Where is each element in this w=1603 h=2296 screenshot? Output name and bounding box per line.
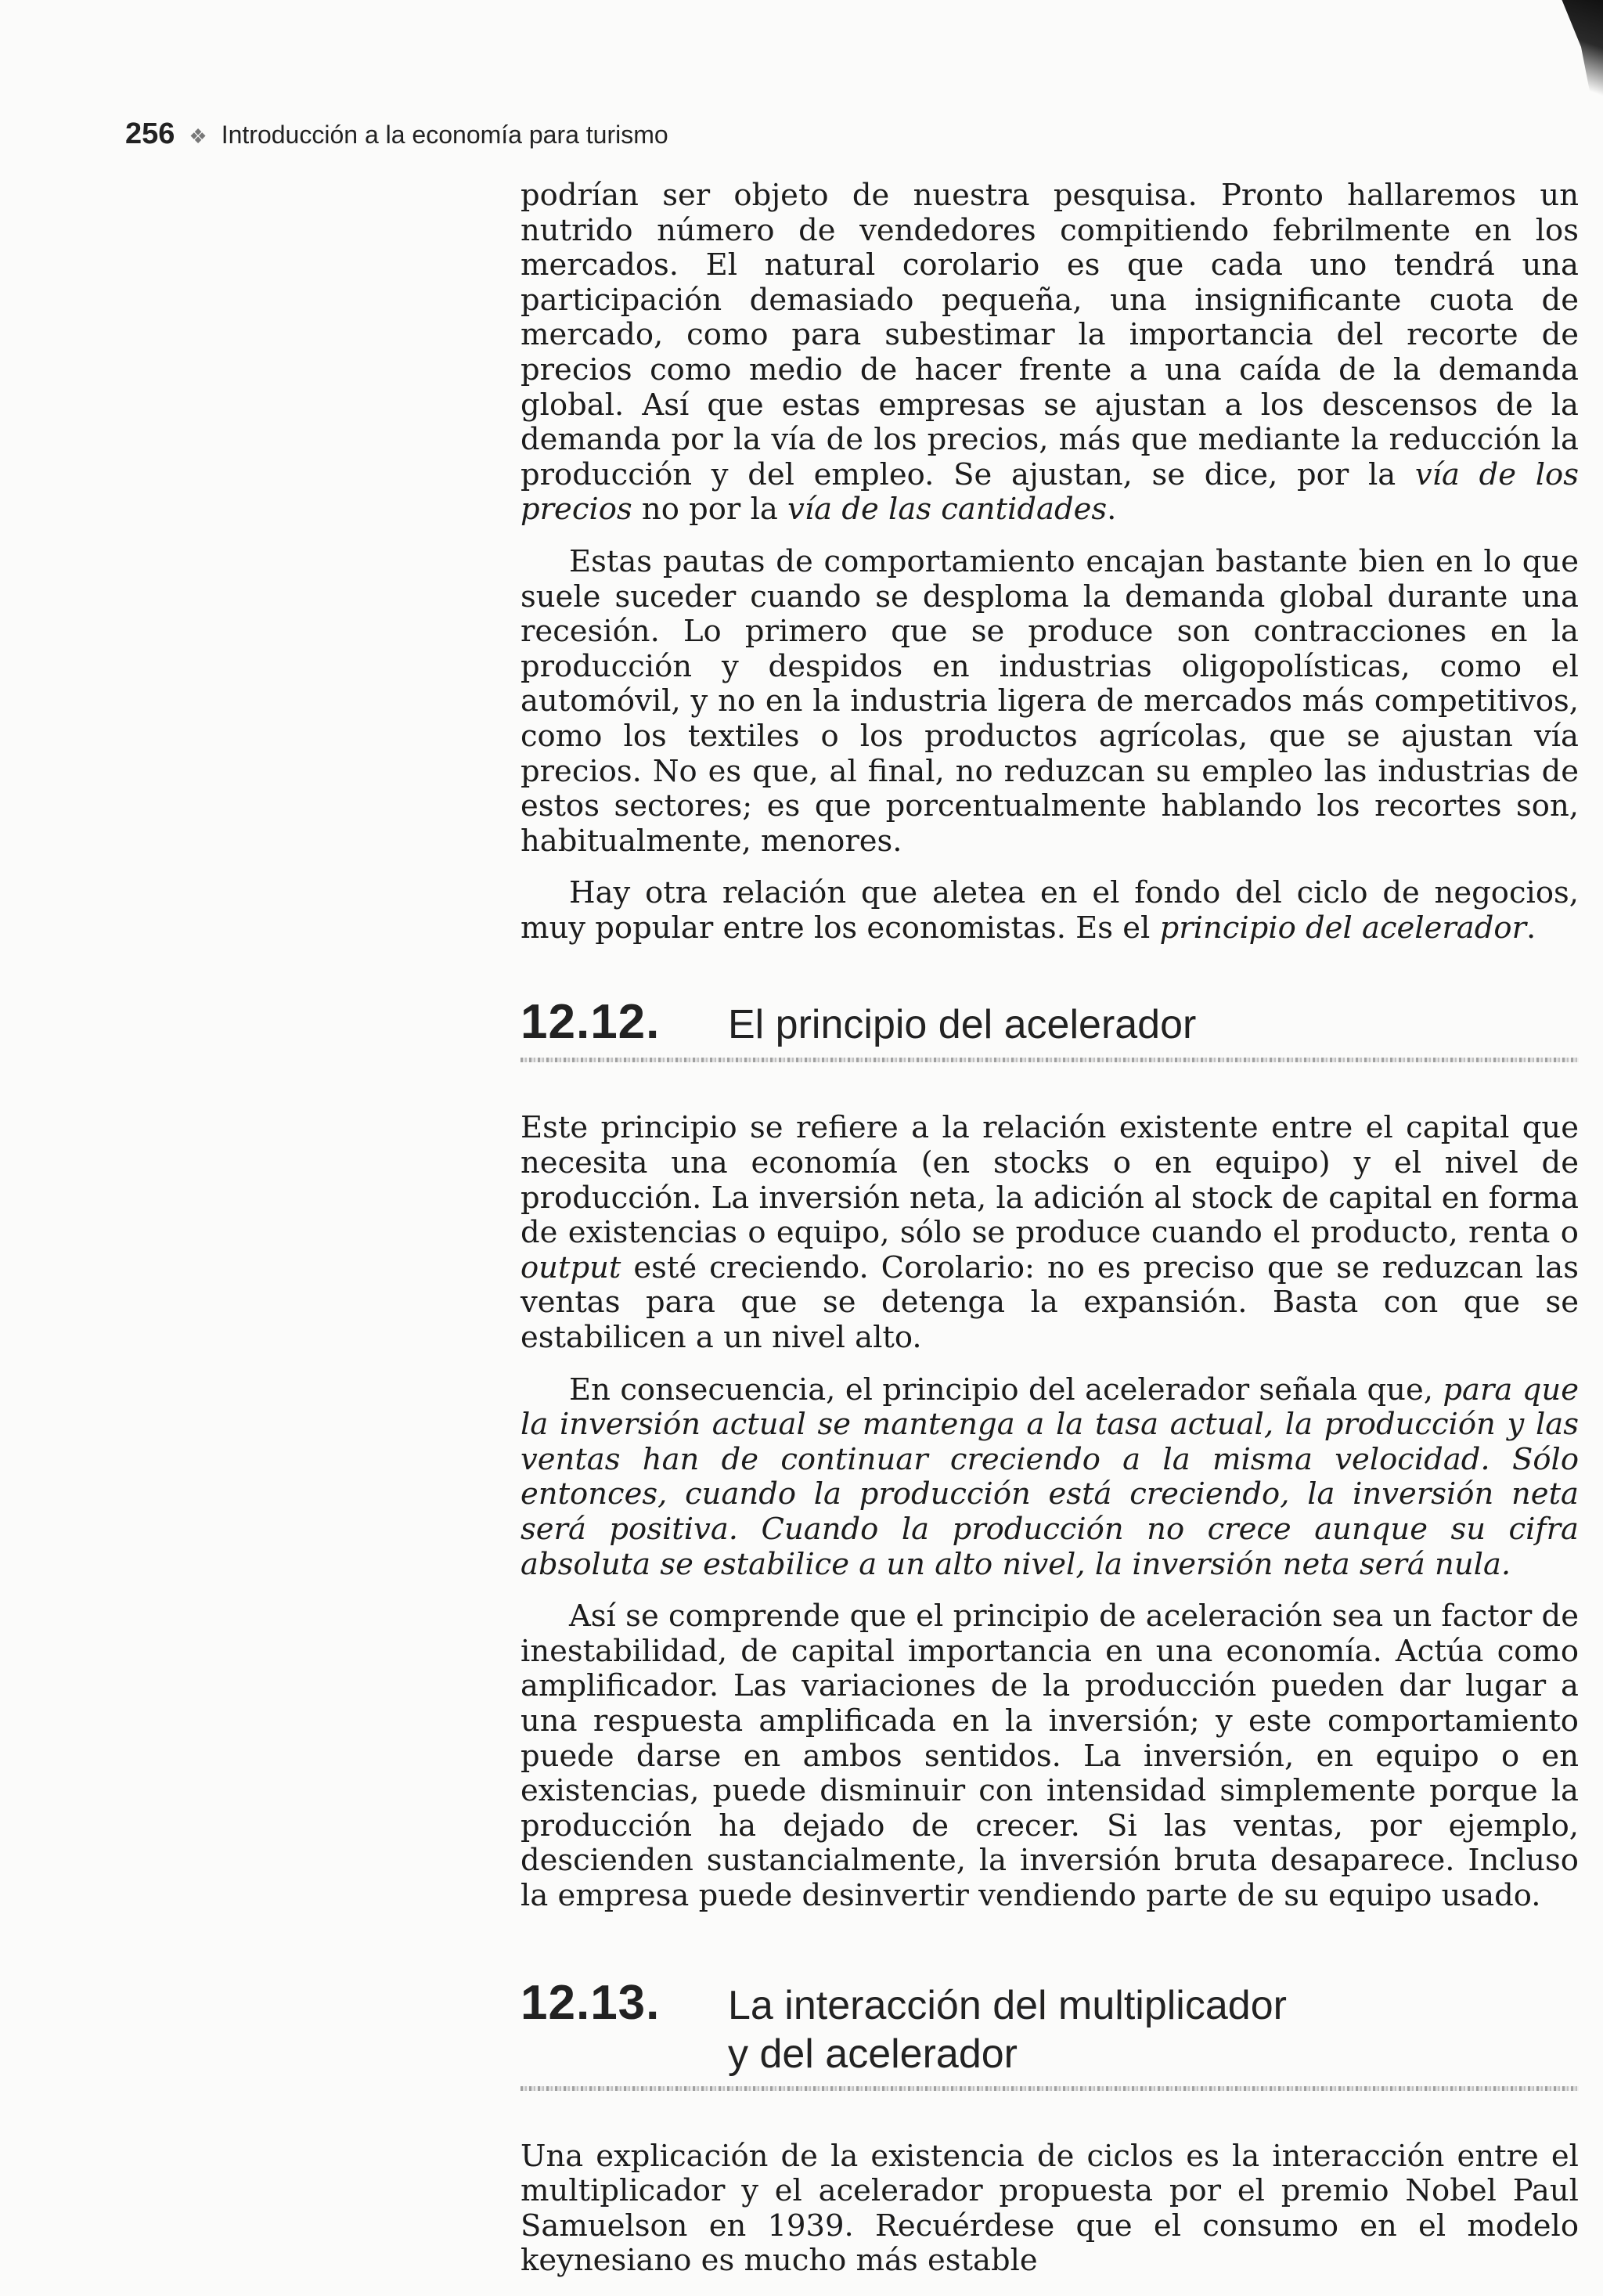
paragraph-1: podrían ser objeto de nuestra pesquisa. Pronto hallaremos un nutrido número de vendedores compitiendo febrilmente en los mercados. El natural corolario es que cada uno tendrá una participación demasiado pequeña, una insignificante cuota de mercado, como para subestimar la importancia del recorte de precios como medio de hacer frente a una caída de la demanda global. Así que estas empresas se ajustan a los descensos de la demanda por la vía de los precios, más que mediante la reducción la producción y del empleo. Se ajustan, se dice, por la vía de los precios no por la vía de las cantidades. xyxy=(521,178,1579,528)
section-rule xyxy=(521,2086,1579,2091)
paragraph-2: Estas pautas de comportamiento encajan bastante bien en lo que suele suceder cuando se desploma la demanda global durante una recesión. Lo primero que se produce son contracciones en la producción y despidos en industrias oligopolísticas, como el automóvil, y no en la industria ligera de mercados más competitivos, como los textiles o los productos agrícolas, que se ajustan vía precios. No es que, al final, no reduzcan su empleo las industrias de estos sectores; es que porcentualmente hablando los recortes son, habitualmente, menores. xyxy=(521,543,1579,859)
paragraph-6: Así se comprende que el principio de aceleración sea un factor de inestabilidad, de capital importancia en una economía. Actúa como amplificador. Las variaciones de la producción pueden dar lugar a una respuesta amplificada en la inversión; y este comportamiento puede darse en ambos sentidos. La inversión, en equipo o en existencias, puede disminuir con intensidad simplemente porque la producción ha dejado de crecer. Si las ventas, por ejemplo, descienden sustancialmente, la inversión bruta desaparece. Incluso la empresa puede desinvertir vendiendo parte de su equipo usado. xyxy=(521,1599,1579,1913)
page-number: 256 xyxy=(125,117,175,150)
section-title: El principio del acelerador xyxy=(728,1002,1197,1048)
paragraph-3: Hay otra relación que aletea en el fondo del ciclo de negocios, muy popular entre los economistas. Es el principio del acelerador. xyxy=(521,875,1579,946)
running-head xyxy=(125,117,668,151)
ornament-icon: ❖ xyxy=(189,124,207,148)
paragraph-4: Este principio se refiere a la relación existente entre el capital que necesita una economía (en stocks o en equipo) y el nivel de producción. La inversión neta, la adición al stock de capital en forma de existencias o equipo, sólo se produce cuando el producto, renta o output esté creciendo. Corolario: no es preciso que se reduzcan las ventas para que se detenga la expansión. Basta con que se estabilicen a un nivel alto. xyxy=(521,1110,1579,1356)
section-number: 12.12. xyxy=(521,995,661,1050)
section-heading-12-13 xyxy=(521,1975,1579,2078)
scan-corner-shadow xyxy=(1548,0,1603,117)
paragraph-5: En consecuencia, el principio del acelerador señala que, para que la inversión actual se mantenga a la tasa actual, la producción y las ventas han de continuar creciendo a la misma velocidad. Sólo entonces, cuando la producción está creciendo, la inversión neta será positiva. Cuando la producción no crece aunque su cifra absoluta se estabilice a un alto nivel, la inversión neta será nula. xyxy=(521,1371,1579,1582)
paragraph-7: Una explicación de la existencia de ciclos es la interacción entre el multiplicador y el acelerador propuesta por el premio Nobel Paul Samuelson en 1939. Recuérdese que el consumo en el modelo keynesiano es mucho más estable xyxy=(521,2138,1579,2279)
section-number: 12.13. xyxy=(521,1975,661,2030)
section-title: La interacción del multiplicador y del acelerador xyxy=(728,1982,1287,2077)
section-heading-12-12 xyxy=(521,994,1579,1050)
page-body xyxy=(521,178,1579,2296)
section-rule xyxy=(521,1058,1579,1062)
book-title: Introducción a la economía para turismo xyxy=(221,121,668,149)
